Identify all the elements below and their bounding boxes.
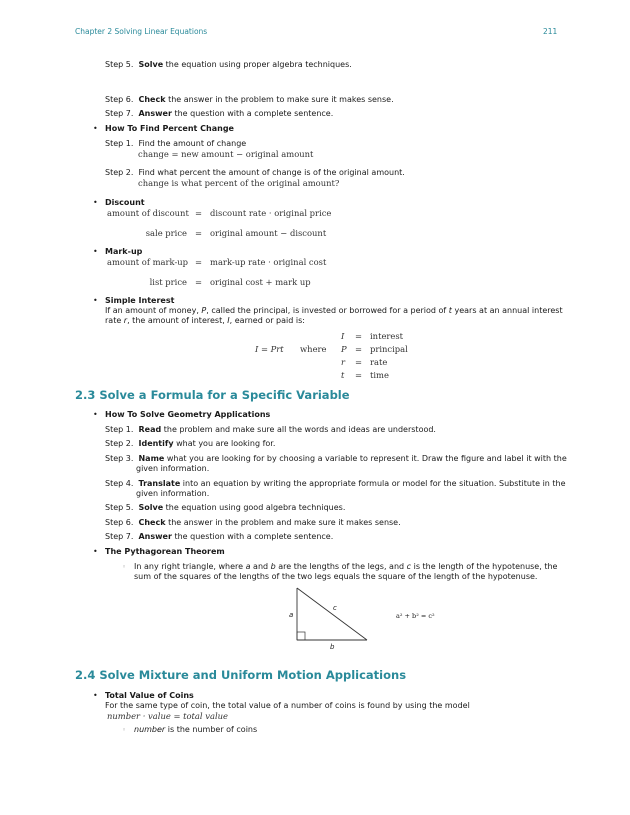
step-line: Step 1. Find the amount of change [105, 139, 247, 148]
equals-sign: = [195, 277, 203, 287]
paragraph-line: If an amount of money, P, called the principal, is invested or borrowed for a period of t years at an annual interest [105, 306, 563, 315]
formula-lhs: sale price [145, 228, 187, 238]
equals-sign: = [355, 370, 363, 380]
var-symbol: r [341, 357, 346, 367]
simple-interest-title: Simple Interest [105, 296, 175, 305]
step-continuation: given information. [136, 464, 210, 473]
pythagorean-equation: a² + b² = c² [396, 612, 435, 620]
label-c: c [333, 604, 337, 612]
var-desc: time [370, 370, 389, 380]
section-heading: 2.4 Solve Mixture and Uniform Motion Applications [75, 668, 407, 682]
equals-sign: = [355, 357, 363, 367]
equals-sign: = [355, 344, 363, 354]
markup-title: Mark-up [105, 247, 143, 256]
equals-sign: = [355, 331, 363, 341]
bullet-icon: • [93, 247, 98, 256]
right-angle-mark [297, 632, 305, 640]
formula-rhs: mark-up rate · original cost [210, 257, 327, 267]
formula: change = new amount − original amount [138, 149, 314, 159]
coins-title: Total Value of Coins [105, 691, 194, 700]
equals-sign: = [195, 228, 203, 238]
label-b: b [330, 643, 335, 651]
var-desc: interest [370, 331, 404, 341]
bullet-icon: • [93, 691, 98, 700]
paragraph-line: rate r, the amount of interest, I, earned or paid is: [105, 316, 305, 325]
bullet-icon: • [93, 547, 98, 556]
formula-rhs: original cost + mark up [210, 277, 311, 287]
formula-lhs: amount of mark-up [107, 257, 189, 267]
equals-sign: = [195, 208, 203, 218]
bullet-icon: • [93, 410, 98, 419]
step-line: Step 2. Identify what you are looking for. [105, 439, 276, 448]
percent-change-title: How To Find Percent Change [105, 124, 234, 133]
interest-formula: I = Prt [255, 344, 284, 354]
sub-bullet-icon: ◦ [122, 563, 127, 571]
var-symbol: t [341, 370, 345, 380]
coins-formula: number · value = total value [107, 711, 228, 721]
step-line: Step 6. Check the answer in the problem and make sure it makes sense. [105, 518, 401, 527]
var-symbol: I [341, 331, 345, 341]
step-line: Step 5. Solve the equation using good algebra techniques. [105, 503, 346, 512]
step-line: Step 7. Answer the question with a complete sentence. [105, 109, 334, 118]
bullet-icon: • [93, 124, 98, 133]
geometry-title: How To Solve Geometry Applications [105, 410, 271, 419]
step-line: Step 6. Check the answer in the problem to make sure it makes sense. [105, 95, 394, 104]
paragraph-line: sum of the squares of the lengths of the two legs equals the square of the length of the hypotenuse. [134, 572, 538, 581]
paragraph-line: For the same type of coin, the total value of a number of coins is found by using the model [105, 701, 470, 710]
var-symbol: P [341, 344, 347, 354]
step-line: Step 2. Find what percent the amount of change is of the original amount. [105, 168, 405, 177]
hypotenuse-c [297, 588, 367, 640]
formula-lhs: amount of discount [107, 208, 189, 218]
step-line: Step 3. Name what you are looking for by choosing a variable to represent it. Draw the figure and label it with the [105, 454, 567, 463]
equals-sign: = [195, 257, 203, 267]
bullet-icon: • [93, 198, 98, 207]
label-a: a [289, 611, 294, 619]
step-line: Step 4. Translate into an equation by writing the appropriate formula or model for the situation. Substitute in the [105, 479, 566, 488]
var-desc: rate [370, 357, 388, 367]
var-desc: principal [370, 344, 408, 354]
bullet-icon: • [93, 296, 98, 305]
page-number: 211 [543, 27, 558, 36]
formula-lhs: list price [149, 277, 187, 287]
step-line: Step 7. Answer the question with a complete sentence. [105, 532, 334, 541]
step-line: Step 5. Solve the equation using proper algebra techniques. [105, 60, 352, 69]
running-header: Chapter 2 Solving Linear Equations [75, 27, 208, 36]
paragraph-line: In any right triangle, where a and b are the lengths of the legs, and c is the length of the hypotenuse, the [134, 562, 558, 571]
step-continuation: given information. [136, 489, 210, 498]
where-label: where [300, 344, 327, 354]
step-line: Step 1. Read the problem and make sure all the words and ideas are understood. [105, 425, 436, 434]
discount-title: Discount [105, 198, 145, 207]
paragraph-line: number is the number of coins [134, 725, 258, 734]
sub-bullet-icon: ◦ [122, 726, 127, 734]
pythagorean-title: The Pythagorean Theorem [105, 547, 225, 556]
formula: change is what percent of the original amount? [138, 178, 340, 188]
section-heading: 2.3 Solve a Formula for a Specific Variable [75, 388, 350, 402]
formula-rhs: original amount − discount [210, 228, 327, 238]
right-triangle-figure [280, 585, 410, 655]
formula-rhs: discount rate · original price [210, 208, 332, 218]
